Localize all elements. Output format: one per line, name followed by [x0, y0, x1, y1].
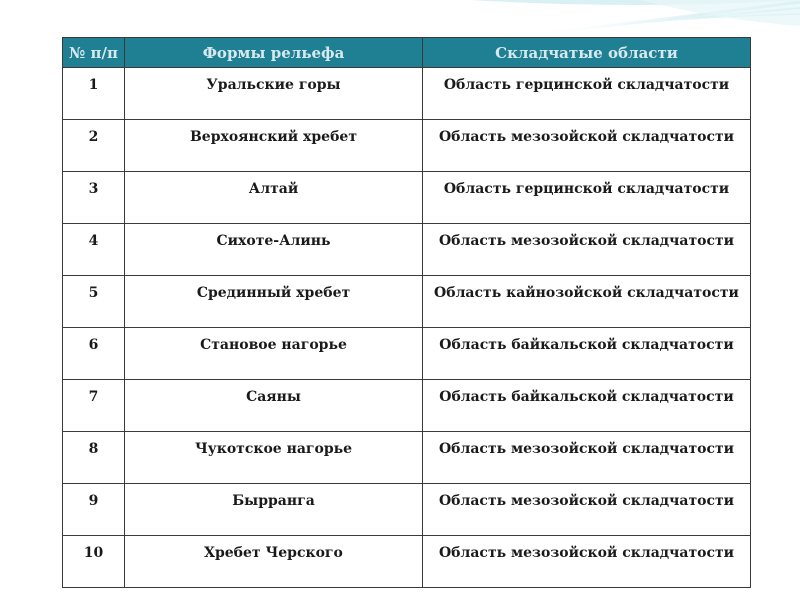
table-row [63, 536, 751, 588]
row-fold-region: Область герцинской складчатости [423, 172, 751, 224]
row-number: 4 [63, 224, 125, 276]
row-fold-region: Область байкальской складчатости [423, 328, 751, 380]
row-fold-region: Область мезозойской складчатости [423, 120, 751, 172]
row-landform: Алтай [125, 172, 423, 224]
row-number: 7 [63, 380, 125, 432]
row-landform: Верхоянский хребет [125, 120, 423, 172]
table-row [63, 328, 751, 380]
table-row [63, 224, 751, 276]
table-row [63, 276, 751, 328]
row-number: 8 [63, 432, 125, 484]
header-number: № п/п [63, 38, 125, 68]
table-row [63, 484, 751, 536]
table-header-row [63, 38, 751, 68]
row-fold-region: Область мезозойской складчатости [423, 224, 751, 276]
row-landform: Сихоте-Алинь [125, 224, 423, 276]
row-landform: Становое нагорье [125, 328, 423, 380]
row-number: 6 [63, 328, 125, 380]
row-fold-region: Область герцинской складчатости [423, 68, 751, 120]
table-row [63, 68, 751, 120]
table-row [63, 172, 751, 224]
row-fold-region: Область байкальской складчатости [423, 380, 751, 432]
row-landform: Чукотское нагорье [125, 432, 423, 484]
table-row [63, 380, 751, 432]
row-number: 1 [63, 68, 125, 120]
row-landform: Хребет Черского [125, 536, 423, 588]
row-number: 3 [63, 172, 125, 224]
row-number: 9 [63, 484, 125, 536]
table-row [63, 432, 751, 484]
table-row [63, 120, 751, 172]
row-landform: Саяны [125, 380, 423, 432]
row-fold-region: Область мезозойской складчатости [423, 432, 751, 484]
row-fold-region: Область кайнозойской складчатости [423, 276, 751, 328]
header-fold-region: Складчатые области [423, 38, 751, 68]
row-fold-region: Область мезозойской складчатости [423, 484, 751, 536]
row-number: 2 [63, 120, 125, 172]
row-landform: Бырранга [125, 484, 423, 536]
row-number: 5 [63, 276, 125, 328]
row-landform: Срединный хребет [125, 276, 423, 328]
landforms-table [62, 37, 751, 588]
header-landform: Формы рельефа [125, 38, 423, 68]
row-fold-region: Область мезозойской складчатости [423, 536, 751, 588]
row-landform: Уральские горы [125, 68, 423, 120]
row-number: 10 [63, 536, 125, 588]
